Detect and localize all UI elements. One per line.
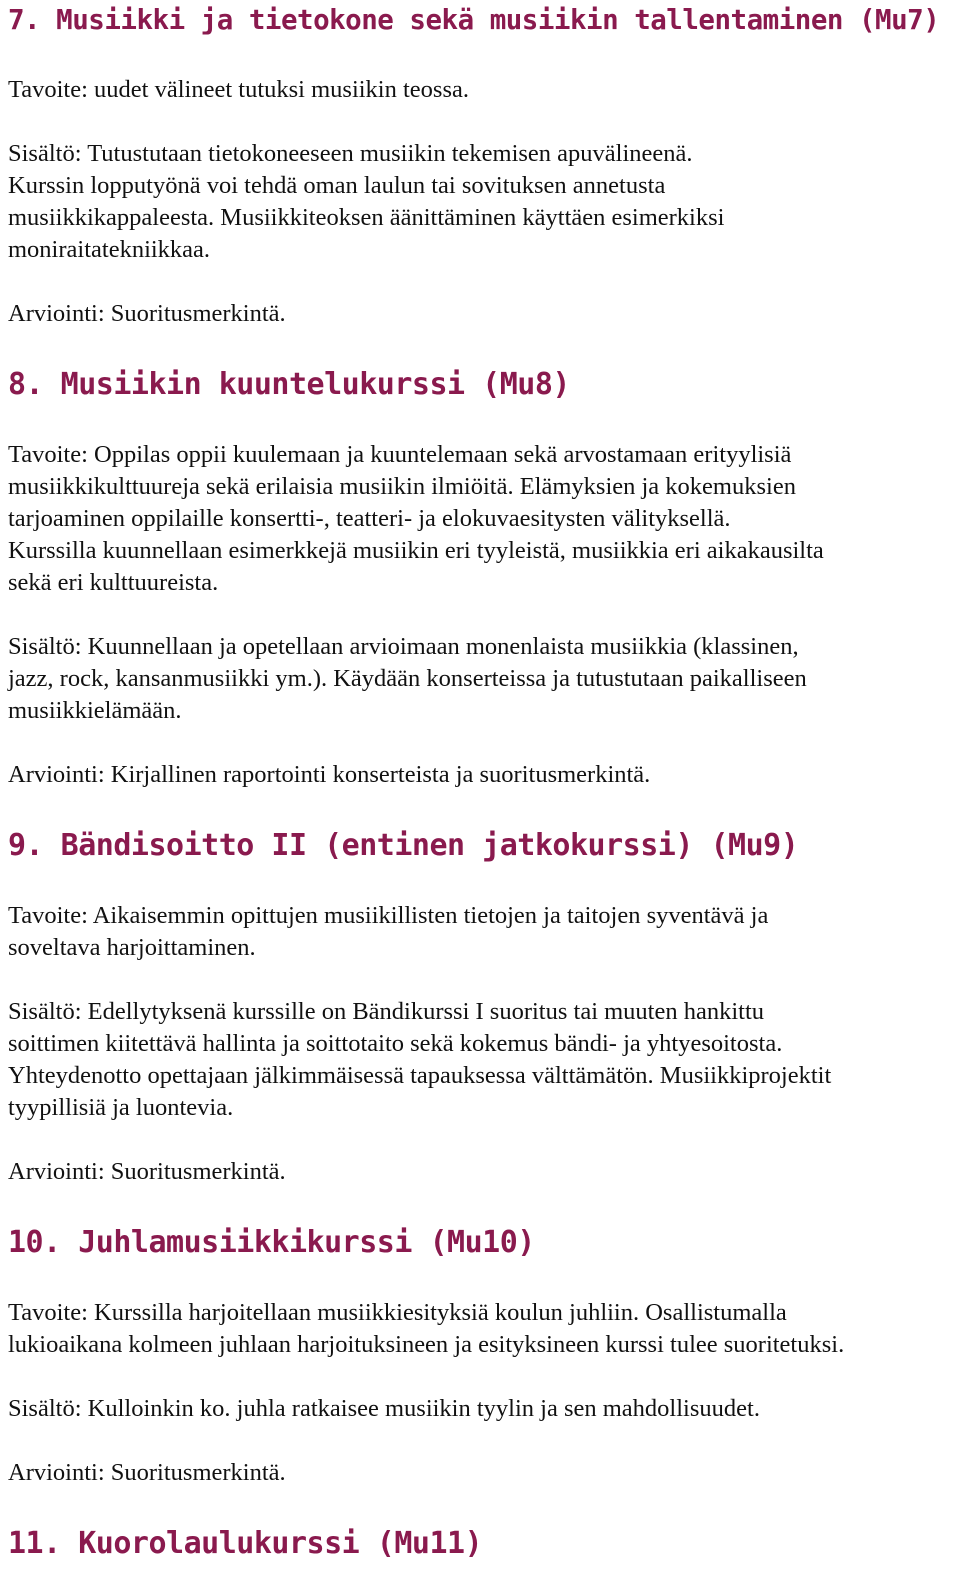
text-line: Sisältö: Edellytyksenä kurssille on Bändikurssi I suoritus tai muuten hankittu [8,998,765,1025]
section-paragraph [8,759,650,791]
text-line: jazz, rock, kansanmusiikki ym.). Käydään konserteissa ja tutustutaan paikalliseen [8,665,807,692]
section-heading-mu7: 7. Musiikki ja tietokone sekä musiikin tallentaminen (Mu7) [8,4,940,36]
text-line: Kurssilla kuunnellaan esimerkkejä musiikin eri tyyleistä, musiikkia eri aikakausilta [8,537,824,564]
text-line: soittimen kiitettävä hallinta ja soittotaito sekä kokemus bändi- ja yhtyesoitosta. [8,1030,783,1057]
text-line: Tavoite: Aikaisemmin opittujen musiikillisten tietojen ja taitojen syventävä ja [8,902,769,929]
section-heading-mu9: 9. Bändisoitto II (entinen jatkokurssi) (Mu9) [8,828,799,863]
section-paragraph [8,1457,286,1489]
text-line: Sisältö: Tutustutaan tietokoneeseen musiikin tekemisen apuvälineenä. [8,140,693,167]
text-line: Sisältö: Kulloinkin ko. juhla ratkaisee musiikin tyylin ja sen mahdollisuudet. [8,1395,760,1422]
section-heading-mu11: 11. Kuorolaulukurssi (Mu11) [8,1526,483,1561]
text-line: Arviointi: Suoritusmerkintä. [8,300,286,327]
text-line: musiikkikappaleesta. Musiikkiteoksen äänittäminen käyttäen esimerkiksi [8,204,725,231]
section-paragraph [8,1156,286,1188]
section-paragraph [8,439,824,599]
section-paragraph [8,996,831,1124]
text-line: musiikkielämään. [8,697,182,724]
text-line: tarjoaminen oppilaille konsertti-, teatteri- ja elokuvaesitysten välityksellä. [8,505,731,532]
text-line: Sisältö: Kuunnellaan ja opetellaan arvioimaan monenlaista musiikkia (klassinen, [8,633,799,660]
text-line: sekä eri kulttuureista. [8,569,219,596]
text-line: Tavoite: Kurssilla harjoitellaan musiikkiesityksiä koulun juhliin. Osallistumalla [8,1299,787,1326]
text-line: tyypillisiä ja luontevia. [8,1094,234,1121]
section-paragraph [8,298,286,330]
text-line: Tavoite: uudet välineet tutuksi musiikin teossa. [8,76,469,103]
section-paragraph [8,631,807,727]
section-paragraph [8,1297,844,1361]
text-line: Yhteydenotto opettajaan jälkimmäisessä tapauksessa välttämätön. Musiikkiprojektit [8,1062,832,1089]
section-paragraph [8,74,469,106]
section-paragraph [8,138,724,266]
section-heading-mu10: 10. Juhlamusiikkikurssi (Mu10) [8,1225,535,1260]
text-line: lukioaikana kolmeen juhlaan harjoituksineen ja esityksineen kurssi tulee suoritetuksi. [8,1331,845,1358]
text-line: musiikkikulttuureja sekä erilaisia musiikin ilmiöitä. Elämyksien ja kokemuksien [8,473,796,500]
text-line: moniraitatekniikkaa. [8,236,211,263]
section-paragraph [8,900,768,964]
text-line: Arviointi: Kirjallinen raportointi konserteista ja suoritusmerkintä. [8,761,651,788]
text-line: Kurssin lopputyönä voi tehdä oman laulun tai sovituksen annetusta [8,172,666,199]
section-heading-mu8: 8. Musiikin kuuntelukurssi (Mu8) [8,367,570,402]
section-paragraph [8,1393,760,1425]
text-line: soveltava harjoittaminen. [8,934,256,961]
text-line: Tavoite: Oppilas oppii kuulemaan ja kuuntelemaan sekä arvostamaan erityylisiä [8,441,792,468]
text-line: Arviointi: Suoritusmerkintä. [8,1158,286,1185]
text-line: Arviointi: Suoritusmerkintä. [8,1459,286,1486]
